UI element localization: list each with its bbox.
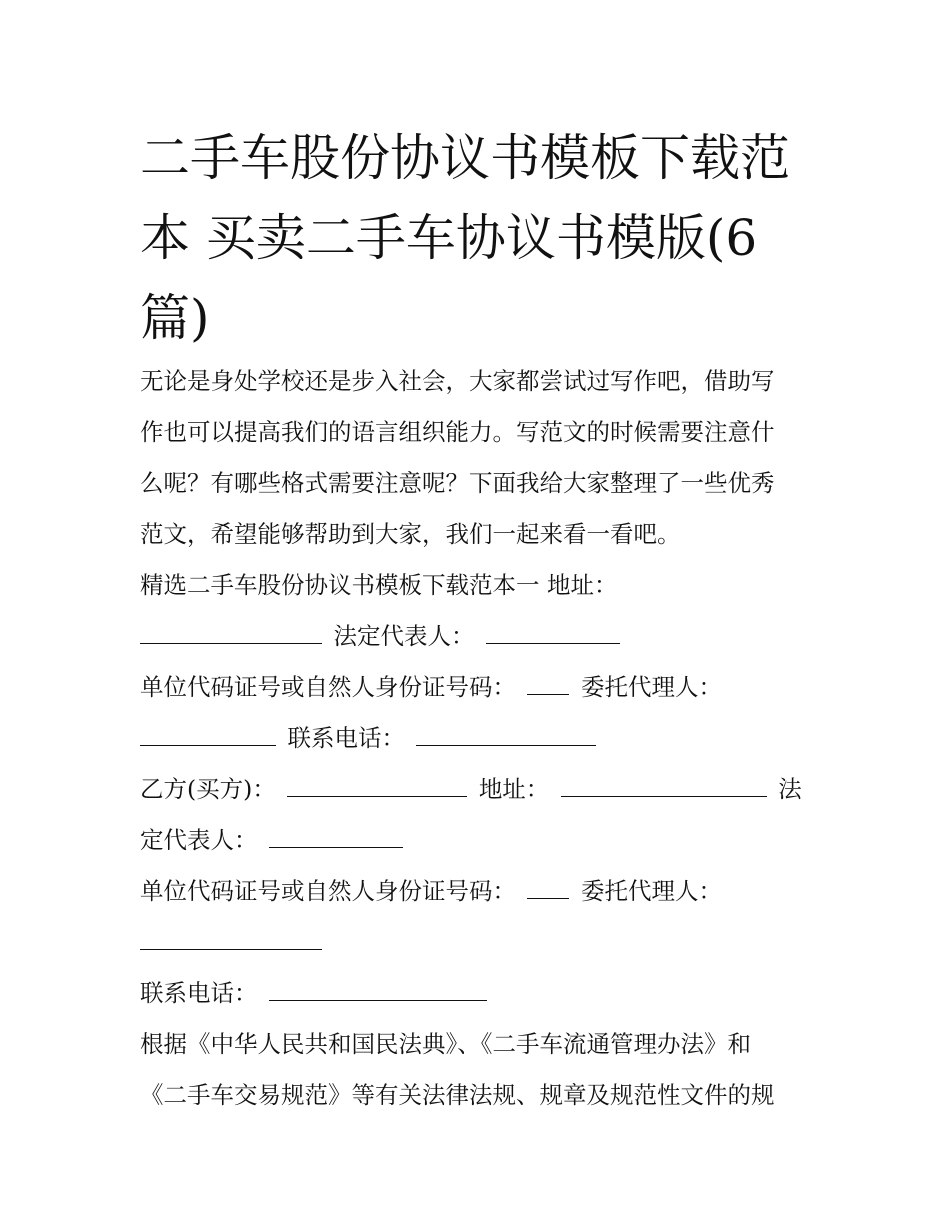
- form-line: [140, 866, 820, 917]
- id-code-label: 单位代码证号或自然人身份证号码：: [140, 877, 516, 905]
- address-label: 地址：: [478, 775, 550, 803]
- phone-label: 联系电话：: [287, 724, 405, 752]
- blank-line: [527, 878, 569, 899]
- fa-label: 法: [778, 775, 802, 803]
- blank-line: [140, 929, 322, 950]
- intro-line: 无论是身处学校还是步入社会，大家都尝试过写作吧，借助写: [140, 367, 775, 395]
- title-line: 篇): [140, 289, 210, 347]
- blank-line: [561, 776, 767, 797]
- intro-line: 么呢？有哪些格式需要注意呢？下面我给大家整理了一些优秀: [140, 469, 775, 497]
- section-heading: 精选二手车股份协议书模板下载范本一 地址：: [140, 571, 618, 599]
- intro-line: 作也可以提高我们的语言组织能力。写范文的时候需要注意什: [140, 418, 775, 446]
- form-line: [140, 764, 820, 815]
- blank-line: [140, 725, 276, 746]
- blank-line: [486, 623, 620, 644]
- form-line: [140, 713, 820, 764]
- agent-label: 委托代理人：: [580, 673, 722, 701]
- blank-line: [269, 980, 487, 1001]
- phone-label: 联系电话：: [140, 979, 258, 1007]
- document-body: [140, 356, 820, 1121]
- document-title: [140, 118, 820, 358]
- ding-rep-label: 定代表人：: [140, 826, 258, 854]
- blank-line: [140, 623, 322, 644]
- closing-line: 《二手车交易规范》等有关法律法规、规章及规范性文件的规: [140, 1081, 775, 1109]
- form-line: [140, 968, 820, 1019]
- blank-line: [527, 674, 569, 695]
- form-line: [140, 611, 820, 662]
- closing-line: 根据《中华人民共和国民法典》、《二手车流通管理办法》和: [140, 1030, 751, 1058]
- form-line: [140, 662, 820, 713]
- agent-label: 委托代理人：: [580, 877, 722, 905]
- blank-line: [269, 827, 403, 848]
- party-b-label: 乙方(买方)：: [140, 775, 276, 803]
- blank-line: [287, 776, 467, 797]
- title-line: 本 买卖二手车协议书模版(6: [140, 209, 758, 267]
- intro-line: 范文，希望能够帮助到大家，我们一起来看一看吧。: [140, 520, 681, 548]
- title-line: 二手车股份协议书模板下载范: [140, 129, 790, 187]
- legal-rep-label: 法定代表人：: [333, 622, 475, 650]
- form-line: [140, 917, 820, 968]
- id-code-label: 单位代码证号或自然人身份证号码：: [140, 673, 516, 701]
- blank-line: [416, 725, 596, 746]
- form-line: [140, 815, 820, 866]
